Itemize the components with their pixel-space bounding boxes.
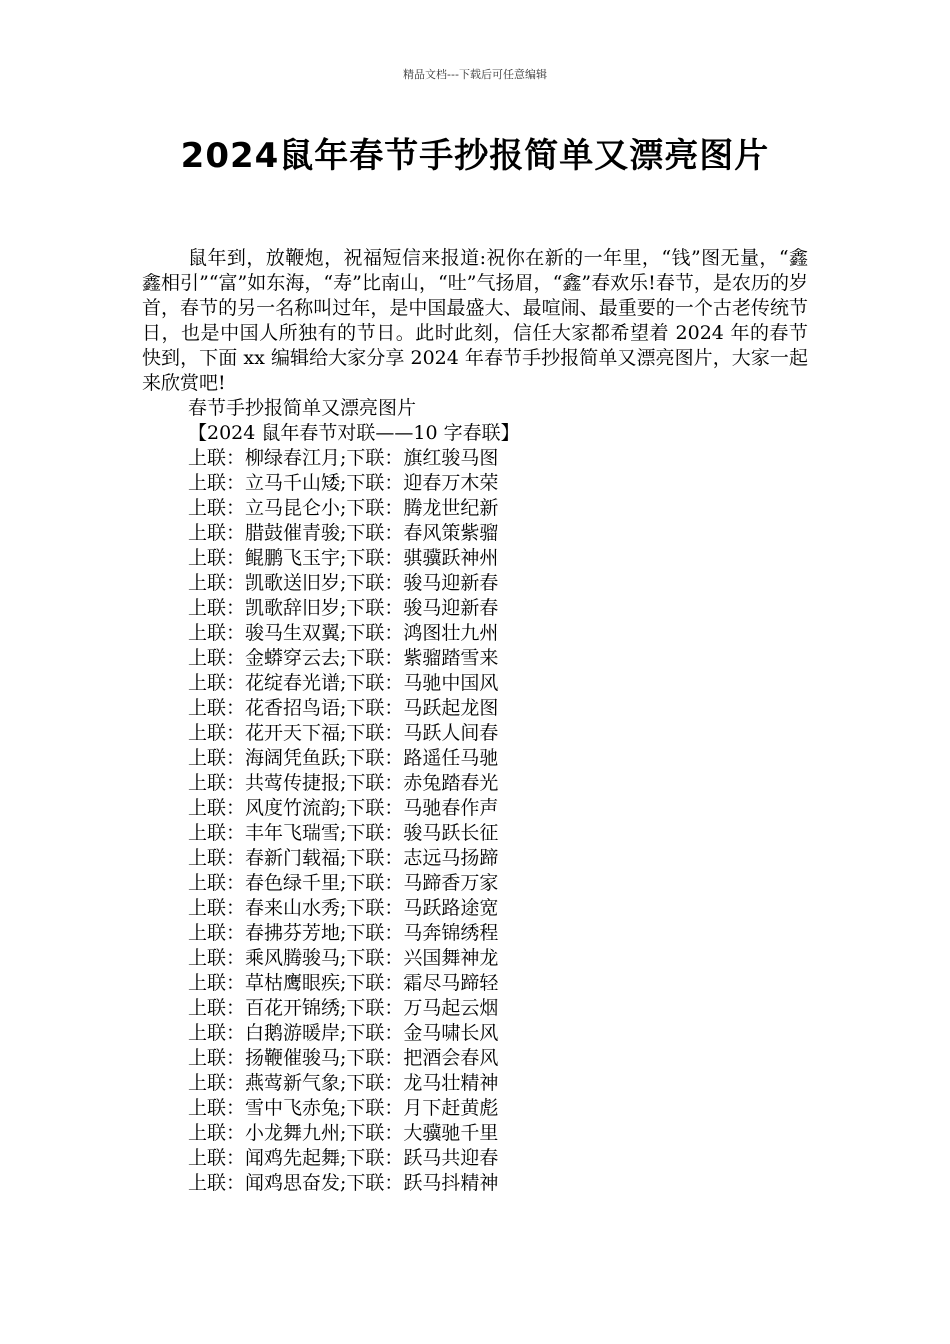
intro-paragraph: 鼠年到，放鞭炮，祝福短信来报道:祝你在新的一年里，“钱”图无量，“鑫鑫相引”“富”如东海，“寿”比南山，“吐”气扬眉，“鑫”春欢乐!春节，是农历的岁首，春节的另一名称叫过年，是中国最盛大、最喧闹、最重要的一个古老传统节日，也是中国人所独有的节日。此时此刻，信任大家都希望着 2024 年的春节快到，下面 xx 编辑给大家分享 2024 年春节手抄报简单又漂亮图片，大家一起来欣赏吧! (142, 247, 808, 394)
couplet-line: 上联：春来山水秀;下联：马跃路途宽 (188, 897, 499, 919)
couplet-line: 上联：小龙舞九州;下联：大骥驰千里 (188, 1122, 499, 1144)
couplet-line: 上联：燕莺新气象;下联：龙马壮精神 (188, 1072, 499, 1094)
couplet-line: 上联：春拂芬芳地;下联：马奔锦绣程 (188, 922, 499, 944)
couplet-line: 上联：百花开锦绣;下联：万马起云烟 (188, 997, 499, 1019)
couplet-line: 上联：花绽春光谱;下联：马驰中国风 (188, 672, 499, 694)
couplet-list (142, 446, 808, 1196)
couplet-line: 上联：闻鸡思奋发;下联：跃马抖精神 (188, 1172, 499, 1194)
couplet-line: 上联：凯歌辞旧岁;下联：骏马迎新春 (188, 597, 499, 619)
section-heading: 【2024 鼠年春节对联——10 字春联】 (188, 422, 520, 444)
couplet-line: 上联：凯歌送旧岁;下联：骏马迎新春 (188, 572, 499, 594)
couplet-line: 上联：春色绿千里;下联：马蹄香万家 (188, 872, 499, 894)
couplet-line: 上联：乘风腾骏马;下联：兴国舞神龙 (188, 947, 499, 969)
document-body (142, 246, 808, 1196)
couplet-line: 上联：金蟒穿云去;下联：紫骝踏雪来 (188, 647, 499, 669)
couplet-line: 上联：腊鼓催青骏;下联：春风策紫骝 (188, 522, 499, 544)
couplet-line: 上联：扬鞭催骏马;下联：把酒会春风 (188, 1047, 499, 1069)
couplet-line: 上联：立马昆仑小;下联：腾龙世纪新 (188, 497, 499, 519)
couplet-line: 上联：海阔凭鱼跃;下联：路遥任马驰 (188, 747, 499, 769)
couplet-line: 上联：共莺传捷报;下联：赤兔踏春光 (188, 772, 499, 794)
couplet-line: 上联：草枯鹰眼疾;下联：霜尽马蹄轻 (188, 972, 499, 994)
document-header-note: 精品文档---下载后可任意编辑 (403, 68, 547, 81)
subheading: 春节手抄报简单又漂亮图片 (188, 397, 417, 419)
couplet-line: 上联：白鹅游暖岸;下联：金马啸长风 (188, 1022, 499, 1044)
couplet-line: 上联：丰年飞瑞雪;下联：骏马跃长征 (188, 822, 499, 844)
couplet-line: 上联：闻鸡先起舞;下联：跃马共迎春 (188, 1147, 499, 1169)
couplet-line: 上联：花开天下福;下联：马跃人间春 (188, 722, 499, 744)
couplet-line: 上联：春新门载福;下联：志远马扬蹄 (188, 847, 499, 869)
page-title: 2024鼠年春节手抄报简单又漂亮图片 (180, 136, 770, 176)
couplet-line: 上联：骏马生双翼;下联：鸿图壮九州 (188, 622, 499, 644)
couplet-line: 上联：立马千山矮;下联：迎春万木荣 (188, 472, 499, 494)
couplet-line: 上联：花香招鸟语;下联：马跃起龙图 (188, 697, 499, 719)
couplet-line: 上联：鲲鹏飞玉宇;下联：骐骥跃神州 (188, 547, 499, 569)
couplet-line: 上联：雪中飞赤兔;下联：月下赶黄彪 (188, 1097, 499, 1119)
couplet-line: 上联：柳绿春江月;下联：旗红骏马图 (188, 447, 499, 469)
couplet-line: 上联：风度竹流韵;下联：马驰春作声 (188, 797, 499, 819)
